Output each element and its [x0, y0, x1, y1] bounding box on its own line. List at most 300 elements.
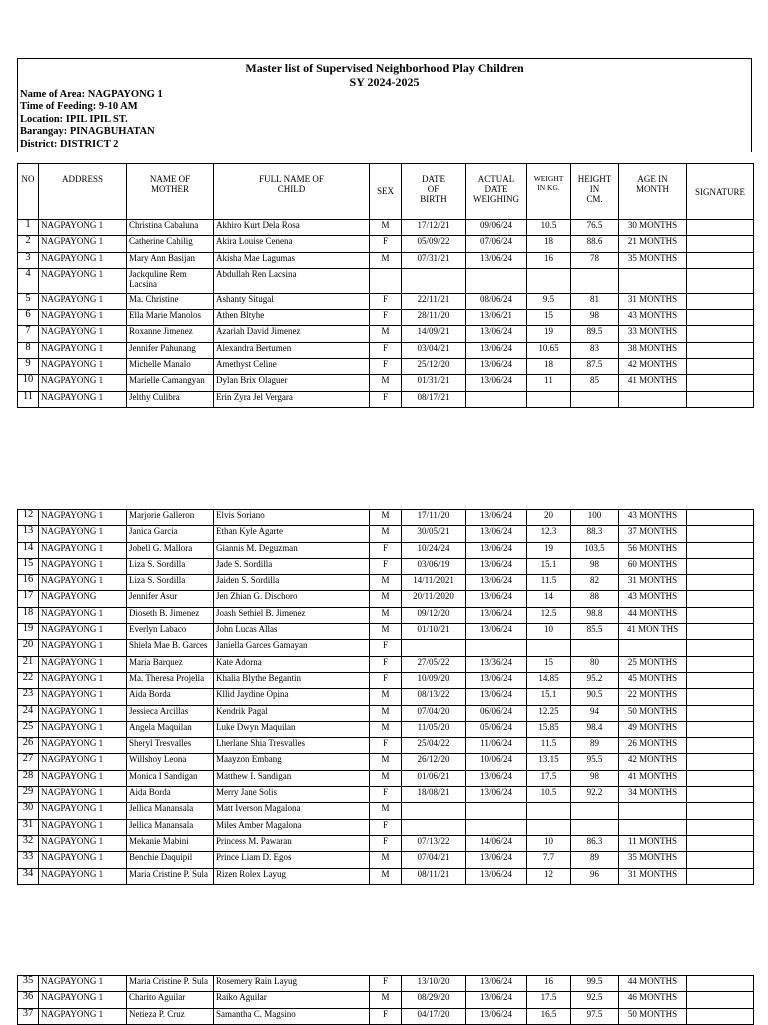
cell-age: 45 MONTHS [619, 672, 687, 688]
roster-table-part-3 [17, 975, 754, 1025]
cell-dob [402, 803, 466, 819]
cell-height: 97.5 [571, 1008, 619, 1024]
cell-signature[interactable] [687, 293, 754, 309]
cell-actual: 13/06/24 [466, 526, 527, 542]
roster-table-part-1 [17, 219, 754, 408]
cell-address: NAGPAYONG 1 [39, 976, 127, 992]
cell-weight: 11.5 [527, 738, 571, 754]
cell-address: NAGPAYONG 1 [39, 819, 127, 835]
cell-weight: 15 [527, 310, 571, 326]
cell-no: 16 [18, 575, 39, 591]
cell-height: 81 [571, 293, 619, 309]
cell-dob: 08/11/21 [402, 868, 466, 884]
cell-height [571, 640, 619, 656]
cell-age: 35 MONTHS [619, 252, 687, 268]
cell-height: 87.5 [571, 359, 619, 375]
cell-mother: Aida Borda [127, 689, 214, 705]
cell-age: 31 MONTHS [619, 293, 687, 309]
cell-sex: F [370, 656, 402, 672]
cell-no: 6 [18, 310, 39, 326]
cell-weight: 20 [527, 510, 571, 526]
cell-dob: 14/09/21 [402, 326, 466, 342]
cell-actual: 13/06/24 [466, 558, 527, 574]
cell-actual: 09/06/24 [466, 220, 527, 236]
cell-weight: 10 [527, 835, 571, 851]
cell-signature[interactable] [687, 359, 754, 375]
cell-no: 31 [18, 819, 39, 835]
cell-child: Samantha C. Magsino [214, 1008, 370, 1024]
cell-child: Jen Zhian G. Dischoro [214, 591, 370, 607]
cell-address: NAGPAYONG 1 [39, 852, 127, 868]
cell-no: 3 [18, 252, 39, 268]
cell-dob: 03/04/21 [402, 342, 466, 358]
table-row [18, 705, 754, 721]
cell-dob: 09/12/20 [402, 607, 466, 623]
cell-dob: 10/24/24 [402, 542, 466, 558]
cell-no: 17 [18, 591, 39, 607]
cell-height: 86.3 [571, 835, 619, 851]
table-row [18, 640, 754, 656]
cell-age: 11 MONTHS [619, 835, 687, 851]
cell-address: NAGPAYONG 1 [39, 607, 127, 623]
cell-age: 44 MONTHS [619, 976, 687, 992]
table-row [18, 310, 754, 326]
cell-age: 21 MONTHS [619, 236, 687, 252]
cell-actual: 13/06/24 [466, 591, 527, 607]
cell-sex: F [370, 976, 402, 992]
cell-signature[interactable] [687, 542, 754, 558]
cell-address: NAGPAYONG 1 [39, 738, 127, 754]
cell-height: 98.8 [571, 607, 619, 623]
cell-mother: Ma. Christine [127, 293, 214, 309]
cell-no: 22 [18, 672, 39, 688]
cell-height: 82 [571, 575, 619, 591]
cell-mother: Maria Barquez [127, 656, 214, 672]
cell-no: 35 [18, 976, 39, 992]
cell-weight [527, 640, 571, 656]
table-row [18, 391, 754, 407]
cell-child: Alexandra Bertumen [214, 342, 370, 358]
cell-no: 8 [18, 342, 39, 358]
cell-actual [466, 268, 527, 293]
col-dob: DATE OF BIRTH [402, 164, 466, 220]
table-row [18, 976, 754, 992]
column-header-table [17, 163, 754, 220]
cell-height: 95.2 [571, 672, 619, 688]
cell-mother: Liza S. Sordilla [127, 558, 214, 574]
cell-actual: 13/06/24 [466, 252, 527, 268]
cell-actual: 13/36/24 [466, 656, 527, 672]
cell-signature[interactable] [687, 375, 754, 391]
cell-child: Akisha Mae Lagumas [214, 252, 370, 268]
cell-mother: Charito Aguilar [127, 992, 214, 1008]
cell-weight: 10 [527, 624, 571, 640]
cell-signature[interactable] [687, 391, 754, 407]
cell-signature[interactable] [687, 656, 754, 672]
cell-dob: 17/11/20 [402, 510, 466, 526]
table-row [18, 770, 754, 786]
col-height: HEIGHT IN CM. [571, 164, 619, 220]
table-row [18, 738, 754, 754]
cell-child: Raiko Aguilar [214, 992, 370, 1008]
cell-signature[interactable] [687, 310, 754, 326]
cell-dob: 27/05/22 [402, 656, 466, 672]
cell-signature[interactable] [687, 558, 754, 574]
cell-weight: 9.5 [527, 293, 571, 309]
cell-mother: Ma. Theresa Projella [127, 672, 214, 688]
cell-no: 7 [18, 326, 39, 342]
cell-weight: 7.7 [527, 852, 571, 868]
cell-no: 14 [18, 542, 39, 558]
cell-weight [527, 803, 571, 819]
cell-height: 94 [571, 705, 619, 721]
cell-signature[interactable] [687, 787, 754, 803]
cell-dob: 25/04/22 [402, 738, 466, 754]
cell-dob [402, 819, 466, 835]
cell-address: NAGPAYONG 1 [39, 868, 127, 884]
cell-address: NAGPAYONG 1 [39, 656, 127, 672]
cell-dob: 01/06/21 [402, 770, 466, 786]
cell-signature[interactable] [687, 640, 754, 656]
cell-dob: 26/12/20 [402, 754, 466, 770]
cell-mother: Christina Cabaluna [127, 220, 214, 236]
cell-signature[interactable] [687, 342, 754, 358]
cell-mother: Maria Cristine P. Sula [127, 976, 214, 992]
cell-mother: Willshoy Leona [127, 754, 214, 770]
cell-weight [527, 391, 571, 407]
cell-no: 5 [18, 293, 39, 309]
cell-age: 43 MONTHS [619, 310, 687, 326]
cell-age: 34 MONTHS [619, 787, 687, 803]
school-year: SY 2024-2025 [349, 75, 420, 89]
cell-child: Miles Amber Magalona [214, 819, 370, 835]
cell-mother: Shiela Mae B. Garces [127, 640, 214, 656]
table-row [18, 293, 754, 309]
cell-sex: M [370, 375, 402, 391]
cell-mother: Netieza P. Cruz [127, 1008, 214, 1024]
cell-signature[interactable] [687, 738, 754, 754]
cell-child: Joash Sethiel B. Jimenez [214, 607, 370, 623]
table-row [18, 835, 754, 851]
cell-age: 25 MONTHS [619, 656, 687, 672]
cell-actual: 10/06/24 [466, 754, 527, 770]
cell-mother: Dioseth B. Jimenez [127, 607, 214, 623]
cell-child: Prince Liam D. Egos [214, 852, 370, 868]
cell-actual: 06/06/24 [466, 705, 527, 721]
cell-mother: Michelle Manalo [127, 359, 214, 375]
barangay: Barangay: PINAGBUHATAN [20, 126, 155, 137]
cell-mother: Roxanne Jimenez [127, 326, 214, 342]
col-no: NO [18, 164, 39, 220]
cell-signature[interactable] [687, 268, 754, 293]
cell-weight: 17.5 [527, 770, 571, 786]
cell-age: 30 MONTHS [619, 220, 687, 236]
cell-mother: Liza S. Sordilla [127, 575, 214, 591]
cell-age: 44 MONTHS [619, 607, 687, 623]
cell-address: NAGPAYONG [39, 591, 127, 607]
cell-signature[interactable] [687, 607, 754, 623]
cell-dob: 04/17/20 [402, 1008, 466, 1024]
cell-actual: 13/06/24 [466, 375, 527, 391]
cell-dob: 05/09/22 [402, 236, 466, 252]
table-row [18, 803, 754, 819]
table-row [18, 542, 754, 558]
cell-signature[interactable] [687, 819, 754, 835]
table-row [18, 819, 754, 835]
cell-weight: 10.65 [527, 342, 571, 358]
cell-signature[interactable] [687, 591, 754, 607]
cell-age [619, 640, 687, 656]
cell-mother: Catherine Cahilig [127, 236, 214, 252]
cell-height: 103.5 [571, 542, 619, 558]
cell-signature[interactable] [687, 754, 754, 770]
cell-sex: M [370, 721, 402, 737]
table-row [18, 236, 754, 252]
cell-signature[interactable] [687, 868, 754, 884]
cell-dob: 25/12/20 [402, 359, 466, 375]
cell-height: 78 [571, 252, 619, 268]
cell-child: Ashanty Situgal [214, 293, 370, 309]
cell-signature[interactable] [687, 236, 754, 252]
location: Location: IPIL IPIL ST. [20, 114, 128, 125]
cell-signature[interactable] [687, 803, 754, 819]
cell-age [619, 268, 687, 293]
cell-height [571, 268, 619, 293]
cell-signature[interactable] [687, 689, 754, 705]
cell-actual: 13/06/24 [466, 1008, 527, 1024]
cell-child: Lherlane Shia Tresvalles [214, 738, 370, 754]
cell-weight: 18 [527, 359, 571, 375]
cell-actual: 13/06/24 [466, 359, 527, 375]
cell-mother: Janica Garcia [127, 526, 214, 542]
cell-signature[interactable] [687, 510, 754, 526]
cell-actual: 13/06/24 [466, 672, 527, 688]
cell-no: 13 [18, 526, 39, 542]
cell-no: 27 [18, 754, 39, 770]
cell-height: 89.5 [571, 326, 619, 342]
table-row [18, 607, 754, 623]
cell-dob: 07/04/20 [402, 705, 466, 721]
cell-age: 56 MONTHS [619, 542, 687, 558]
cell-sex: M [370, 705, 402, 721]
cell-signature[interactable] [687, 220, 754, 236]
cell-sex: F [370, 542, 402, 558]
cell-mother: Jellica Manansala [127, 803, 214, 819]
cell-age: 38 MONTHS [619, 342, 687, 358]
document-header [17, 58, 752, 152]
cell-weight: 12.25 [527, 705, 571, 721]
cell-address: NAGPAYONG 1 [39, 705, 127, 721]
cell-dob: 13/10/20 [402, 976, 466, 992]
cell-no: 21 [18, 656, 39, 672]
table-row [18, 220, 754, 236]
cell-weight: 10.5 [527, 220, 571, 236]
cell-height: 85.5 [571, 624, 619, 640]
cell-sex: M [370, 252, 402, 268]
cell-actual: 13/06/24 [466, 770, 527, 786]
cell-child: Kllid Jaydine Opina [214, 689, 370, 705]
cell-signature[interactable] [687, 705, 754, 721]
col-weight: WEIGHT IN KG. [527, 164, 571, 220]
cell-signature[interactable] [687, 770, 754, 786]
cell-age: 42 MONTHS [619, 359, 687, 375]
cell-signature[interactable] [687, 992, 754, 1008]
cell-mother: Marielle Camangyan [127, 375, 214, 391]
cell-age: 22 MONTHS [619, 689, 687, 705]
cell-actual [466, 640, 527, 656]
cell-no: 2 [18, 236, 39, 252]
table-row [18, 689, 754, 705]
cell-child: Khalia Blythe Begantin [214, 672, 370, 688]
table-row [18, 268, 754, 293]
cell-child: Rosemery Rain Layug [214, 976, 370, 992]
cell-sex: M [370, 992, 402, 1008]
cell-address: NAGPAYONG 1 [39, 342, 127, 358]
cell-dob: 08/17/21 [402, 391, 466, 407]
col-child: FULL NAME OF CHILD [214, 164, 370, 220]
feeding-time: Time of Feeding: 9-10 AM [20, 101, 138, 112]
cell-child: Akira Louise Cenena [214, 236, 370, 252]
cell-child: Jade S. Sordilla [214, 558, 370, 574]
cell-actual: 14/06/24 [466, 835, 527, 851]
cell-sex: M [370, 770, 402, 786]
cell-weight: 12.5 [527, 607, 571, 623]
cell-weight: 18 [527, 236, 571, 252]
cell-sex: F [370, 342, 402, 358]
cell-no: 12 [18, 510, 39, 526]
cell-signature[interactable] [687, 976, 754, 992]
cell-mother: Jennifer Asur [127, 591, 214, 607]
cell-child: Athen Bltyhe [214, 310, 370, 326]
cell-signature[interactable] [687, 835, 754, 851]
cell-no: 18 [18, 607, 39, 623]
cell-sex: F [370, 640, 402, 656]
cell-height: 89 [571, 738, 619, 754]
cell-weight: 11 [527, 375, 571, 391]
cell-actual: 13/06/24 [466, 992, 527, 1008]
cell-signature[interactable] [687, 1008, 754, 1024]
cell-weight: 19 [527, 326, 571, 342]
col-actual-date: ACTUAL DATE WEIGHING [466, 164, 527, 220]
cell-address: NAGPAYONG 1 [39, 326, 127, 342]
cell-weight: 14.85 [527, 672, 571, 688]
cell-no: 33 [18, 852, 39, 868]
table-row [18, 326, 754, 342]
table-row [18, 575, 754, 591]
cell-address: NAGPAYONG 1 [39, 992, 127, 1008]
cell-sex: F [370, 391, 402, 407]
cell-dob: 14/11/2021 [402, 575, 466, 591]
cell-signature[interactable] [687, 252, 754, 268]
cell-address: NAGPAYONG 1 [39, 575, 127, 591]
cell-no: 1 [18, 220, 39, 236]
cell-mother: Marjorie Galleron [127, 510, 214, 526]
cell-sex: F [370, 558, 402, 574]
cell-no: 32 [18, 835, 39, 851]
cell-mother: Sheryl Tresvalles [127, 738, 214, 754]
cell-age: 41 MON THS [619, 624, 687, 640]
table-row [18, 558, 754, 574]
cell-no: 4 [18, 268, 39, 293]
cell-height: 96 [571, 868, 619, 884]
cell-mother: Maria Cristine P. Sula [127, 868, 214, 884]
cell-no: 36 [18, 992, 39, 1008]
cell-mother: Jellica Manansala [127, 819, 214, 835]
document-title: Master list of Supervised Neighborhood Play Children [245, 61, 524, 75]
table-row [18, 252, 754, 268]
table-row [18, 656, 754, 672]
cell-signature[interactable] [687, 575, 754, 591]
cell-address: NAGPAYONG 1 [39, 510, 127, 526]
table-row [18, 624, 754, 640]
cell-signature[interactable] [687, 672, 754, 688]
cell-child: Amethyst Celine [214, 359, 370, 375]
cell-age: 60 MONTHS [619, 558, 687, 574]
cell-address: NAGPAYONG 1 [39, 236, 127, 252]
table-row [18, 375, 754, 391]
cell-child: Kendrik Pagal [214, 705, 370, 721]
cell-dob: 11/05/20 [402, 721, 466, 737]
cell-address: NAGPAYONG 1 [39, 787, 127, 803]
cell-signature[interactable] [687, 526, 754, 542]
cell-child: Akhiro Kurt Dela Rosa [214, 220, 370, 236]
cell-address: NAGPAYONG 1 [39, 220, 127, 236]
cell-sex: F [370, 672, 402, 688]
cell-child: Ethan Kyle Agarte [214, 526, 370, 542]
cell-address: NAGPAYONG 1 [39, 375, 127, 391]
cell-weight: 13.15 [527, 754, 571, 770]
cell-height: 80 [571, 656, 619, 672]
cell-signature[interactable] [687, 721, 754, 737]
cell-weight: 16 [527, 976, 571, 992]
cell-address: NAGPAYONG 1 [39, 1008, 127, 1024]
cell-age: 50 MONTHS [619, 1008, 687, 1024]
cell-sex: F [370, 819, 402, 835]
cell-address: NAGPAYONG 1 [39, 526, 127, 542]
cell-sex: F [370, 359, 402, 375]
cell-sex: M [370, 607, 402, 623]
cell-age: 49 MONTHS [619, 721, 687, 737]
cell-sex: M [370, 510, 402, 526]
cell-address: NAGPAYONG 1 [39, 672, 127, 688]
cell-weight: 16 [527, 252, 571, 268]
cell-child: John Lucas Allas [214, 624, 370, 640]
cell-mother: Monica I Sandigan [127, 770, 214, 786]
cell-height: 90.5 [571, 689, 619, 705]
table-row [18, 510, 754, 526]
cell-mother: Benchie Daquipil [127, 852, 214, 868]
cell-age [619, 391, 687, 407]
cell-signature[interactable] [687, 624, 754, 640]
cell-sex: F [370, 236, 402, 252]
cell-child: Azariah David Jimenez [214, 326, 370, 342]
cell-age: 43 MONTHS [619, 510, 687, 526]
cell-age: 46 MONTHS [619, 992, 687, 1008]
cell-age: 33 MONTHS [619, 326, 687, 342]
cell-signature[interactable] [687, 326, 754, 342]
cell-age: 37 MONTHS [619, 526, 687, 542]
cell-address: NAGPAYONG 1 [39, 293, 127, 309]
cell-weight: 10.5 [527, 787, 571, 803]
cell-dob: 07/31/21 [402, 252, 466, 268]
cell-weight: 15.85 [527, 721, 571, 737]
cell-dob: 03/06/19 [402, 558, 466, 574]
cell-no: 9 [18, 359, 39, 375]
cell-no: 26 [18, 738, 39, 754]
cell-signature[interactable] [687, 852, 754, 868]
district: District: DISTRICT 2 [20, 139, 119, 150]
cell-dob: 07/13/22 [402, 835, 466, 851]
